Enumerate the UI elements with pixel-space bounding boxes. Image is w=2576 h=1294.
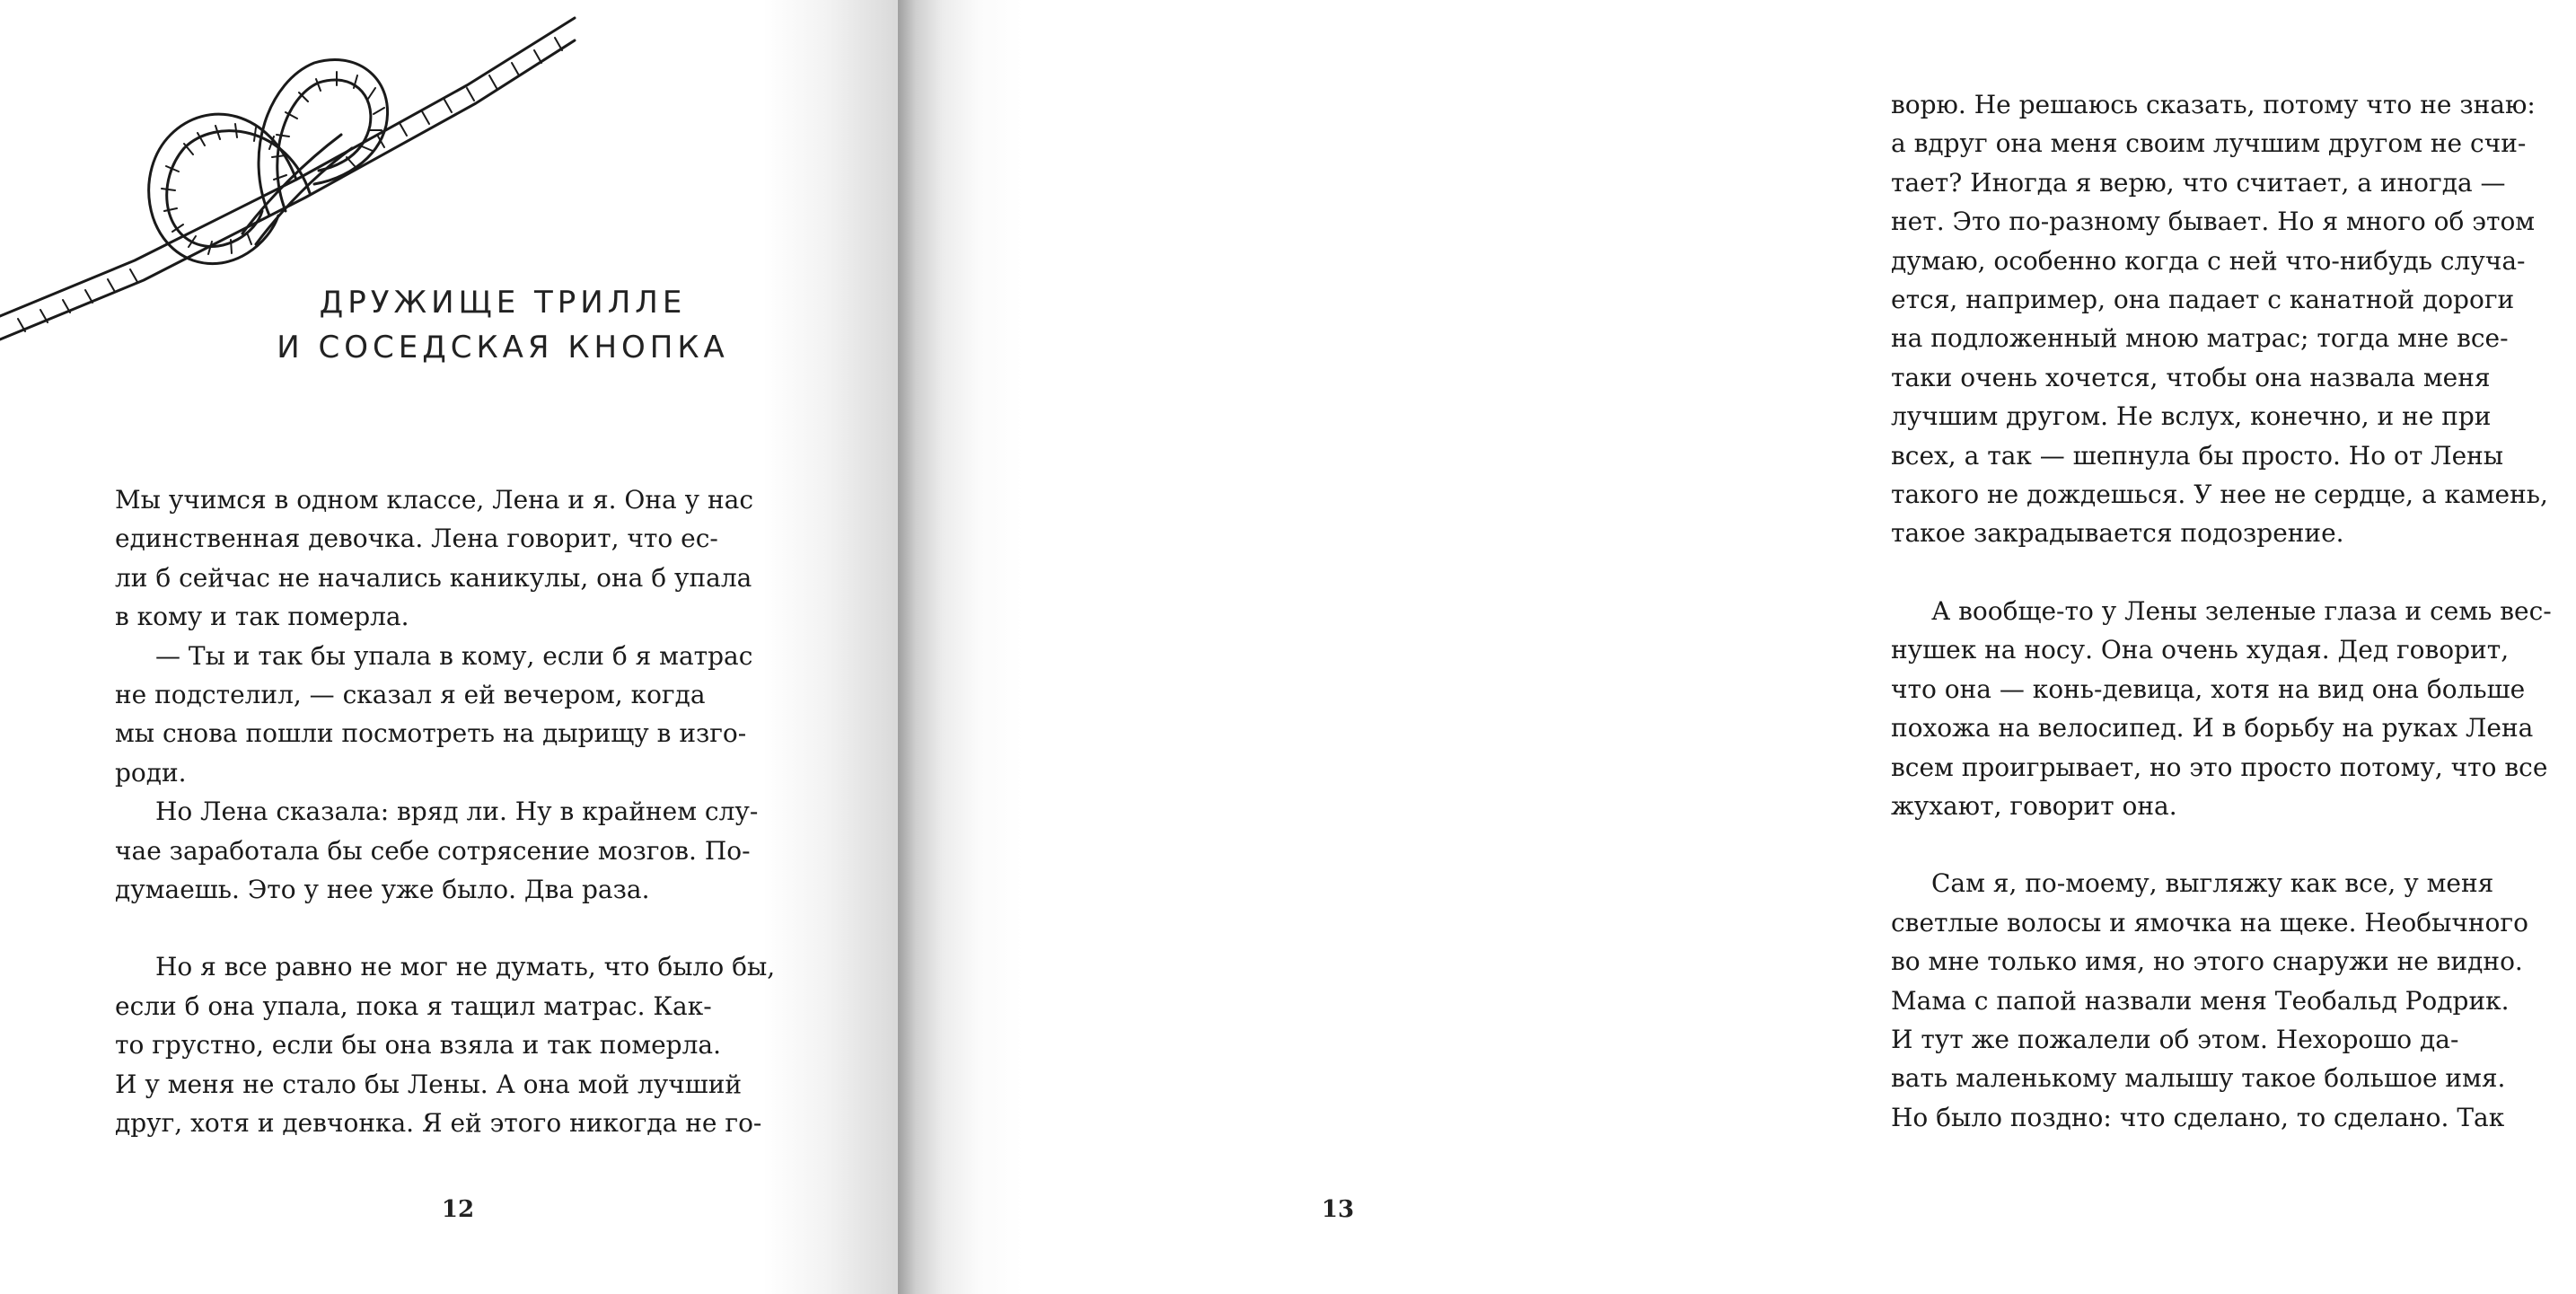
paragraph-gap bbox=[1891, 825, 2576, 864]
text-line: всем проигрывает, но это просто потому, что все bbox=[1891, 752, 2548, 782]
text-line: вать маленькому малышу такое большое имя. bbox=[1891, 1063, 2506, 1094]
paragraph-gap bbox=[115, 909, 799, 947]
text-line: чае заработала бы себе сотрясение мозгов. По- bbox=[115, 835, 751, 866]
chapter-title-line-2: И СОСЕДСКАЯ КНОПКА bbox=[277, 330, 729, 365]
text-line: таки очень хочется, чтобы она назвала меня bbox=[1891, 362, 2491, 392]
text-line: Но было поздно: что сделано, то сделано. Так bbox=[1891, 1102, 2505, 1132]
text-line: на подложенный мною матрас; тогда мне все- bbox=[1891, 323, 2509, 354]
text-line: И тут же пожалели об этом. Нехорошо да- bbox=[1891, 1024, 2459, 1054]
right-page-text bbox=[1891, 85, 2576, 1137]
text-line: Но Лена сказала: вряд ли. Ну в крайнем слу- bbox=[155, 797, 759, 827]
text-line: похожа на велосипед. И в борьбу на руках Лена bbox=[1891, 713, 2534, 744]
text-line: нет. Это по-разному бывает. Но я много об этом bbox=[1891, 207, 2536, 237]
text-line: Мама с папой назвали меня Теобальд Родрик. bbox=[1891, 985, 2510, 1016]
right-page bbox=[898, 0, 2552, 1294]
text-line: думаешь. Это у нее уже было. Два раза. bbox=[115, 875, 650, 905]
text-line: думаю, особенно когда с ней что-нибудь случа- bbox=[1891, 245, 2526, 276]
left-page-text bbox=[115, 480, 799, 1143]
text-line: ворю. Не решаюсь сказать, потому что не знаю: bbox=[1891, 90, 2536, 119]
text-line: если б она упала, пока я тащил матрас. Как- bbox=[115, 990, 712, 1021]
text-line: мы снова пошли посмотреть на дырищу в изго- bbox=[115, 718, 747, 749]
text-line: светлые волосы и ямочка на щеке. Необычного bbox=[1891, 907, 2528, 937]
left-page bbox=[0, 0, 898, 1294]
text-line: Но я все равно не мог не думать, что было бы, bbox=[155, 952, 776, 982]
paragraph-gap bbox=[1891, 553, 2576, 592]
page-number: 13 bbox=[1321, 1196, 1355, 1223]
text-line: Мы учимся в одном классе, Лена и я. Она у нас bbox=[115, 485, 754, 515]
text-line: то грустно, если бы она взяла и так померла. bbox=[115, 1030, 721, 1061]
text-line: Сам я, по-моему, выгляжу как все, у меня bbox=[1931, 868, 2494, 899]
chapter-title bbox=[260, 280, 745, 370]
text-line: не подстелил, — сказал я ей вечером, когда bbox=[115, 680, 706, 710]
text-line: нушек на носу. Она очень худая. Дед говорит, bbox=[1891, 635, 2510, 665]
text-line: лучшим другом. Не вслух, конечно, и не при bbox=[1891, 401, 2492, 432]
text-line: ется, например, она падает с канатной дороги bbox=[1891, 285, 2515, 315]
text-line: такое закрадывается подозрение. bbox=[1891, 518, 2344, 549]
text-line: такого не дождешься. У нее не сердце, а камень, bbox=[1891, 480, 2548, 510]
page-number: 12 bbox=[441, 1196, 475, 1223]
text-line: в кому и так померла. bbox=[115, 602, 409, 632]
text-line: друг, хотя и девчонка. Я ей этого никогда не го- bbox=[115, 1108, 762, 1139]
text-line: ли б сейчас не начались каникулы, она б упала bbox=[115, 562, 752, 593]
text-line: всех, а так — шепнула бы просто. Но от Лены bbox=[1891, 440, 2504, 471]
text-line: во мне только имя, но этого снаружи не видно. bbox=[1891, 946, 2523, 977]
text-line: единственная девочка. Лена говорит, что ес- bbox=[115, 524, 718, 554]
chapter-title-line-1: ДРУЖИЩЕ ТРИЛЛЕ bbox=[319, 285, 687, 321]
text-line: что она — конь-девица, хотя на вид она больше bbox=[1891, 673, 2526, 704]
text-line: жухают, говорит она. bbox=[1891, 790, 2177, 821]
text-line: А вообще-то у Лены зеленые глаза и семь вес- bbox=[1931, 595, 2552, 626]
text-line: а вдруг она меня своим лучшим другом не счи- bbox=[1891, 128, 2527, 159]
text-line: тает? Иногда я верю, что считает, а иногда — bbox=[1891, 167, 2506, 198]
text-line: роди. bbox=[115, 757, 187, 788]
text-line: — Ты и так бы упала в кому, если б я матрас bbox=[155, 640, 753, 671]
text-line: И у меня не стало бы Лены. А она мой лучший bbox=[115, 1069, 743, 1099]
